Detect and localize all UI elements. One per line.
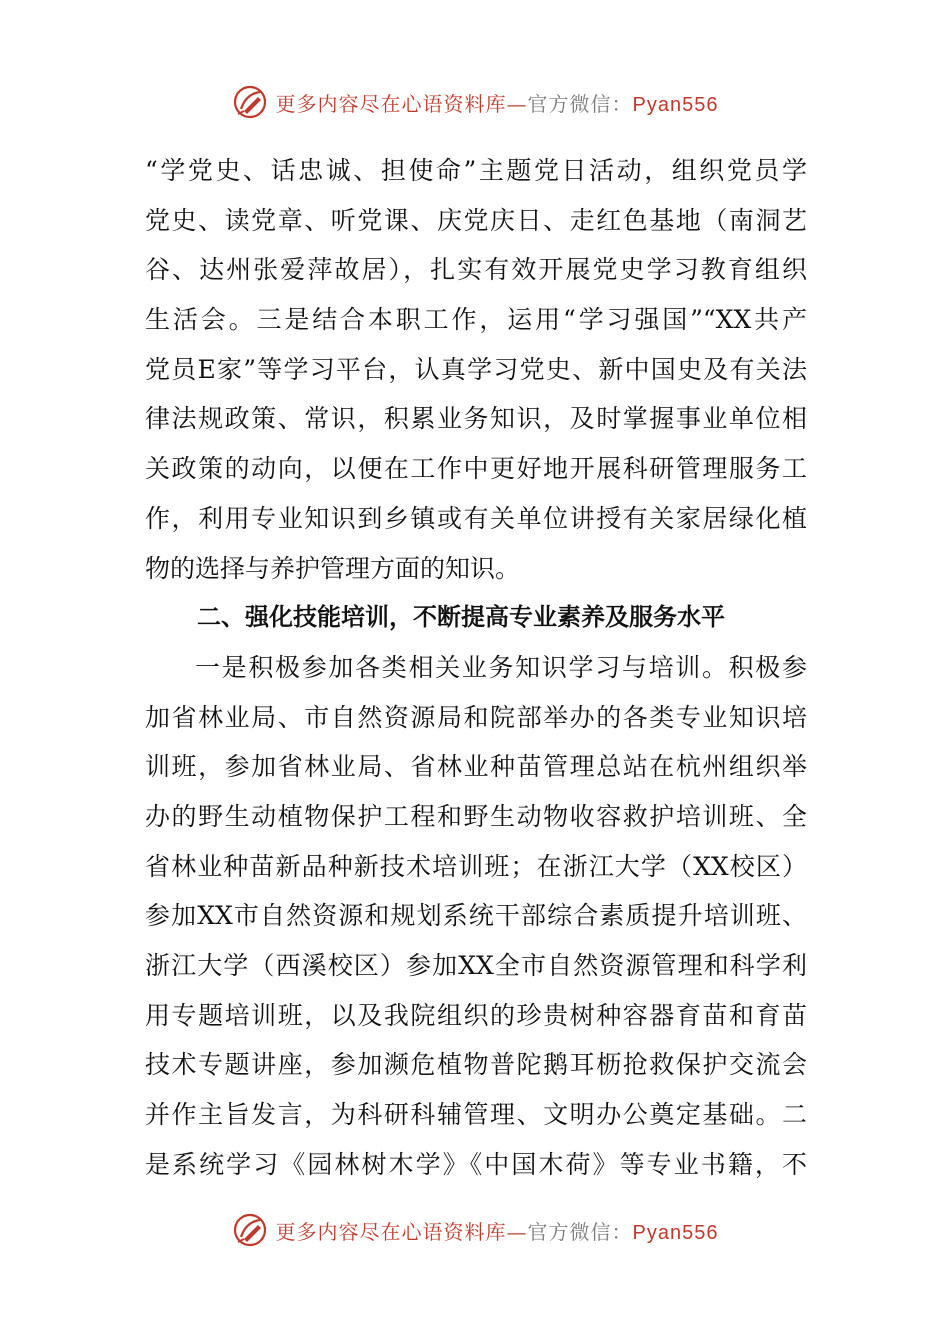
footer-banner-text — [276, 1216, 719, 1245]
body-line: 省林业种苗新品种新技术培训班；在浙江大学（XX校区） — [145, 851, 807, 881]
footer-wechat-id: Pyan556 — [632, 1221, 719, 1244]
footer-separator: — — [506, 1219, 528, 1244]
body-line: 一是积极参加各类相关业务知识学习与培训。积极参 — [195, 652, 807, 682]
body-line: “学党史、话忠诚、担使命”主题党日活动，组织党员学 — [145, 156, 807, 185]
header-banner — [0, 82, 950, 122]
body-line: 参加XX市自然资源和规划系统干部综合素质提升培训班、 — [145, 901, 807, 931]
header-separator: — — [506, 91, 528, 116]
body-line: 物的选择与养护管理方面的知识。 — [145, 553, 521, 583]
body-line: 办的野生动植物保护工程和野生动物收容救护培训班、全 — [145, 801, 807, 831]
header-wechat-label: 官方微信： — [527, 91, 633, 116]
body-line: 党员E家”等学习平台，认真学习党史、新中国史及有关法 — [145, 354, 807, 384]
body-line: 用专题培训班，以及我院组织的珍贵树种容器育苗和育苗 — [145, 1000, 807, 1030]
footer-banner — [0, 1210, 950, 1250]
footer-brand-text: 更多内容尽在心语资料库 — [275, 1219, 507, 1244]
body-line: 律法规政策、常识，积累业务知识，及时掌握事业单位相 — [145, 404, 807, 434]
section-heading: 二、强化技能培训，不断提高专业素养及服务水平 — [197, 603, 725, 632]
header-banner-text — [276, 88, 719, 117]
pen-logo-icon — [232, 1212, 268, 1248]
pen-logo-icon — [232, 84, 268, 120]
footer-wechat-label: 官方微信： — [527, 1219, 633, 1244]
body-line: 作，利用专业知识到乡镇或有关单位讲授有关家居绿化植 — [145, 503, 807, 533]
document-body — [145, 146, 807, 1189]
body-line: 关政策的动向，以便在工作中更好地开展科研管理服务工 — [145, 454, 807, 484]
header-brand-text: 更多内容尽在心语资料库 — [275, 91, 507, 116]
body-line: 谷、达州张爱萍故居），扎实有效开展党史学习教育组织 — [145, 255, 807, 285]
body-line: 生活会。三是结合本职工作，运用“学习强国”“XX共产 — [145, 305, 807, 335]
body-line: 党史、读党章、听党课、庆党庆日、走红色基地（南洞艺 — [145, 205, 807, 235]
body-line: 并作主旨发言，为科研科辅管理、文明办公奠定基础。二 — [145, 1100, 807, 1130]
body-line: 浙江大学（西溪校区）参加XX全市自然资源管理和科学利 — [145, 951, 807, 980]
body-line: 训班，参加省林业局、省林业种苗管理总站在杭州组织举 — [145, 752, 807, 782]
body-line: 技术专题讲座，参加濒危植物普陀鹅耳枥抢救保护交流会 — [145, 1050, 807, 1080]
header-wechat-id: Pyan556 — [632, 93, 719, 116]
body-line: 加省林业局、市自然资源局和院部举办的各类专业知识培 — [145, 702, 807, 732]
body-line: 是系统学习《园林树木学》《中国木荷》等专业书籍，不 — [145, 1149, 807, 1179]
